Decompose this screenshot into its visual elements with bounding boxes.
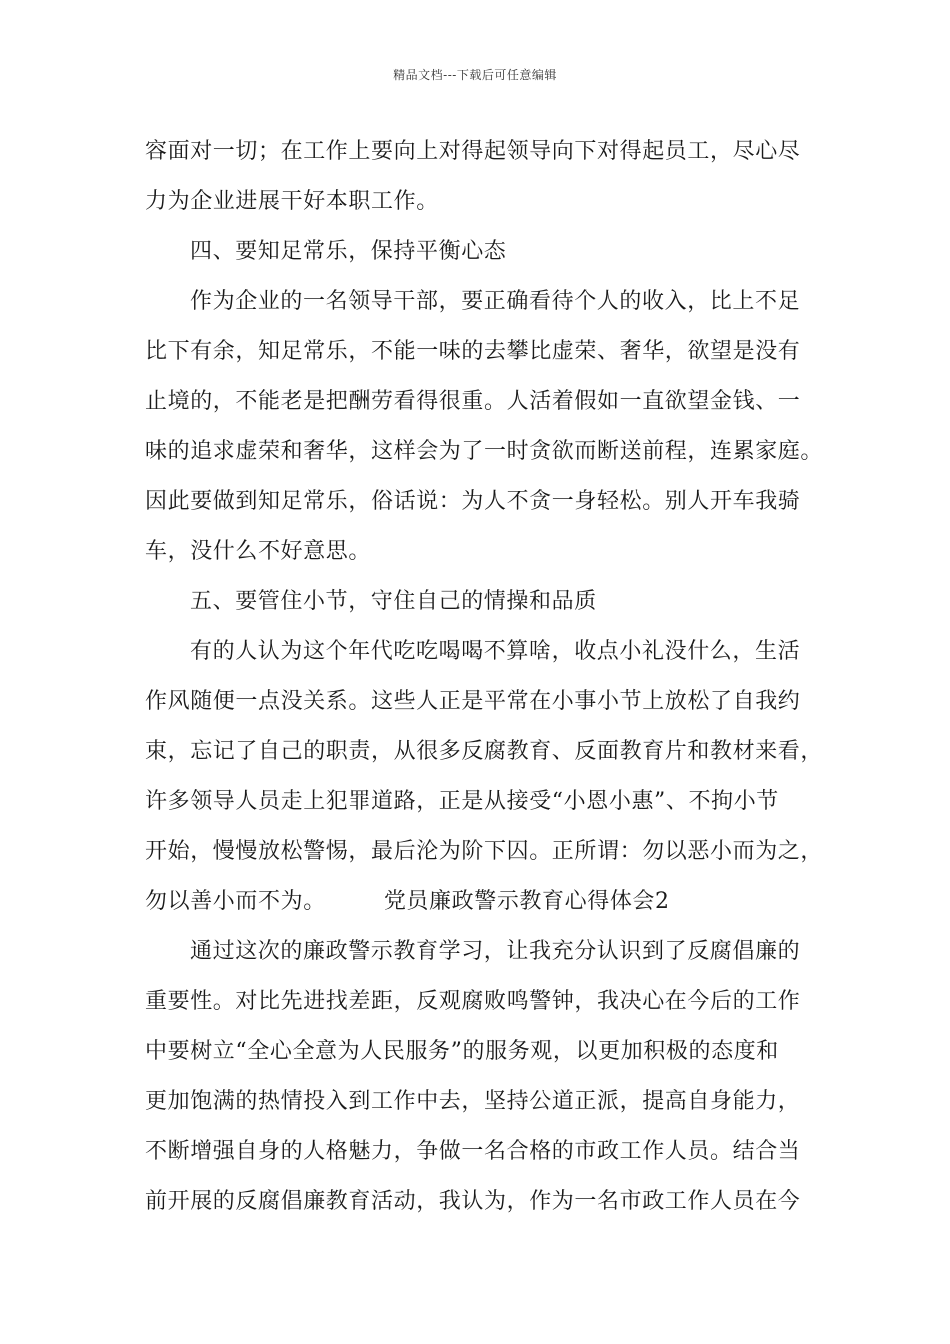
text-line: 力为企业进展干好本职工作。 <box>145 189 439 214</box>
text-segment: 勿以善小而不为。 <box>145 889 326 914</box>
section-heading: 四、要知足常乐，保持平衡心态 <box>190 239 507 264</box>
text-line: 重要性。对比先进找差距，反观腐败鸣警钟，我决心在今后的工作 <box>145 989 801 1014</box>
text-line: 止境的，不能老是把酬劳看得很重。人活着假如一直欲望金钱、一 <box>145 389 801 414</box>
text-line: 通过这次的廉政警示教育学习，让我充分认识到了反腐倡廉的 <box>190 939 801 964</box>
text-line: 因此要做到知足常乐，俗话说：为人不贪一身轻松。别人开车我骑 <box>145 489 801 514</box>
text-line: 作风随便一点没关系。这些人正是平常在小事小节上放松了自我约 <box>145 689 801 714</box>
text-line: 容面对一切；在工作上要向上对得起领导向下对得起员工，尽心尽 <box>145 139 801 164</box>
text-line: 不断增强自身的人格魅力，争做一名合格的市政工作人员。结合当 <box>145 1139 801 1164</box>
inline-section-title: 党员廉政警示教育心得体会2 <box>383 889 670 914</box>
text-line: 味的追求虚荣和奢华，这样会为了一时贪欲而断送前程，连累家庭。 <box>145 439 824 464</box>
text-line: 车，没什么不好意思。 <box>145 539 372 564</box>
text-line: 束，忘记了自己的职责，从很多反腐教育、反面教育片和教材来看， <box>145 739 824 764</box>
text-line: 作为企业的一名领导干部，要正确看待个人的收入，比上不足 <box>190 289 801 314</box>
section-heading: 五、要管住小节，守住自己的情操和品质 <box>190 589 597 614</box>
text-line-with-title <box>145 889 670 915</box>
text-line: 前开展的反腐倡廉教育活动，我认为，作为一名市政工作人员在今 <box>145 1189 801 1214</box>
text-line: 有的人认为这个年代吃吃喝喝不算啥，收点小礼没什么，生活 <box>190 639 801 664</box>
text-line: 中要树立“全心全意为人民服务”的服务观，以更加积极的态度和 <box>145 1039 779 1064</box>
text-line: 比下有余，知足常乐，不能一味的去攀比虚荣、奢华，欲望是没有 <box>145 339 801 364</box>
text-line: 开始，慢慢放松警惕，最后沦为阶下囚。正所谓：勿以恶小而为之， <box>145 839 824 864</box>
text-line: 许多领导人员走上犯罪道路，正是从接受“小恩小惠”、不拘小节 <box>145 789 779 814</box>
page-header: 精品文档---下载后可任意编辑 <box>393 68 557 82</box>
text-line: 更加饱满的热情投入到工作中去，坚持公道正派，提高自身能力， <box>145 1089 801 1114</box>
